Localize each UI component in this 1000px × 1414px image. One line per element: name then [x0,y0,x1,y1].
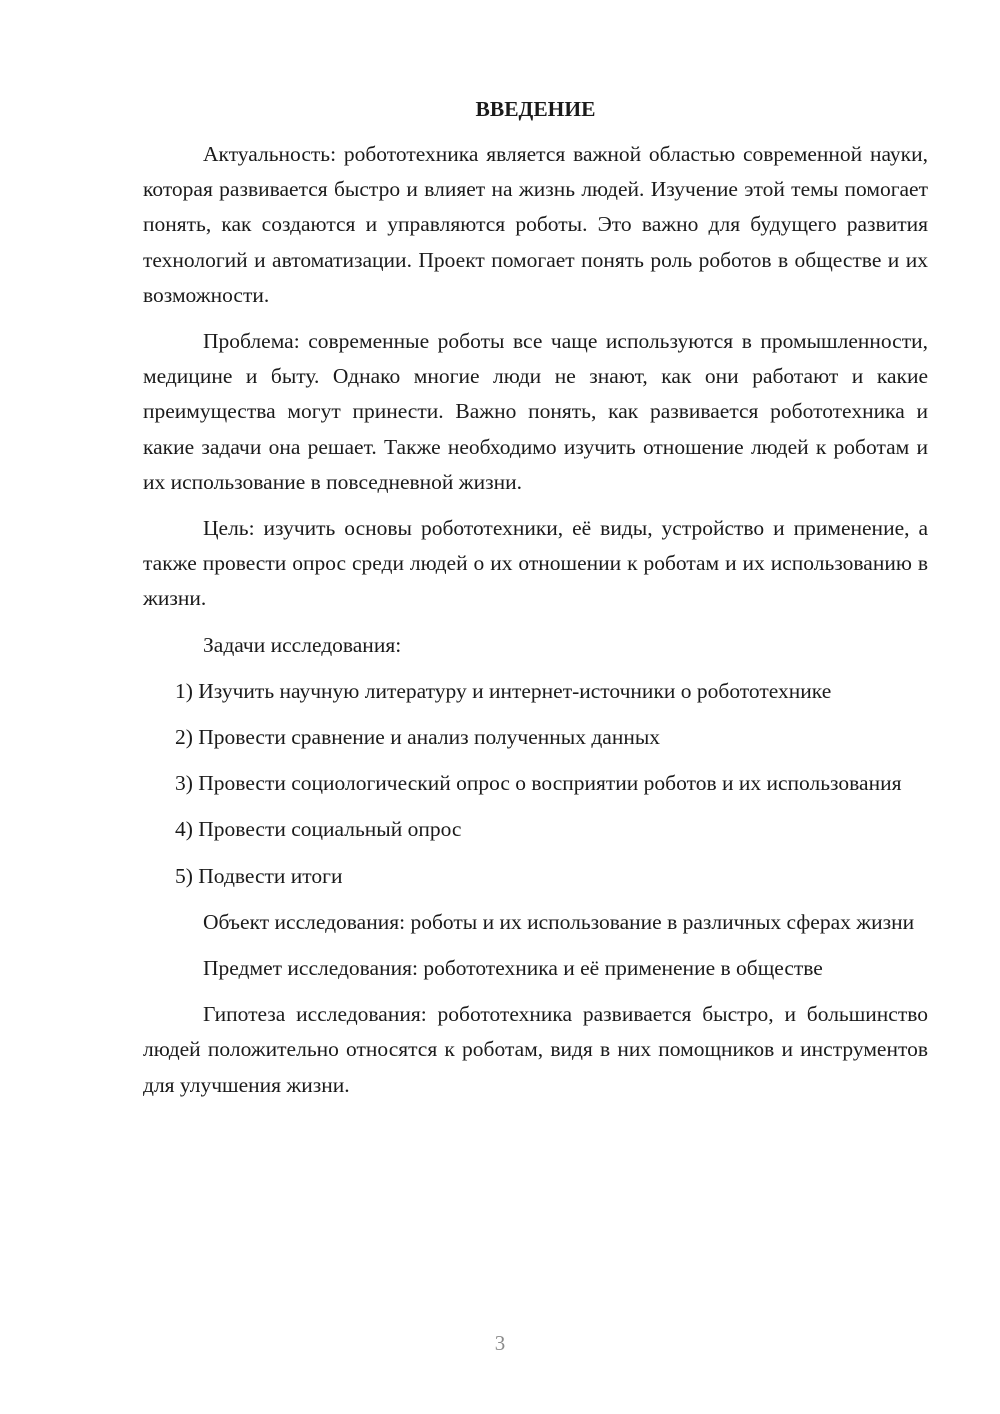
tasks-title: Задачи исследования: [203,632,402,657]
task-item-5: 5) Подвести итоги [175,863,343,888]
goal-paragraph: Цель: изучить основы робототехники, её виды, устройство и применение, а также провести опрос среди людей о их отношении к роботам и их использованию в жизни. [143,516,928,611]
hypothesis-paragraph: Гипотеза исследования: робототехника развивается быстро, и большинство людей положительно относятся к роботам, видя в них помощников и инструментов для улучшения жизни. [143,1002,928,1097]
document-page [143,92,928,1114]
task-item-1: 1) Изучить научную литературу и интернет-источники о робототехнике [175,678,832,703]
subject-paragraph: Предмет исследования: робототехника и её применение в обществе [203,956,823,981]
section-heading: ВВЕДЕНИЕ [475,97,596,121]
page-number: 3 [494,1331,506,1355]
object-paragraph: Объект исследования: роботы и их использование в различных сферах жизни [203,909,915,934]
problem-paragraph: Проблема: современные роботы все чаще используются в промышленности, медицине и быту. Однако многие люди не знают, как они работают и какие преимущества могут принести. Важно понять, как развивается робототехника и какие задачи она решает. Также необходимо изучить отношение людей к роботам и их использование в повседневной жизни. [143,329,928,494]
task-item-4: 4) Провести социальный опрос [175,817,462,842]
relevance-paragraph: Актуальность: робототехника является важной областью современной науки, которая развивается быстро и влияет на жизнь людей. Изучение этой темы помогает понять, как создаются и управляются роботы. Это важно для будущего развития технологий и автоматизации. Проект помогает понять роль роботов в обществе и их возможности. [143,142,928,307]
task-item-2: 2) Провести сравнение и анализ полученных данных [175,725,661,750]
task-item-3: 3) Провести социологический опрос о восприятии роботов и их использования [175,771,902,796]
